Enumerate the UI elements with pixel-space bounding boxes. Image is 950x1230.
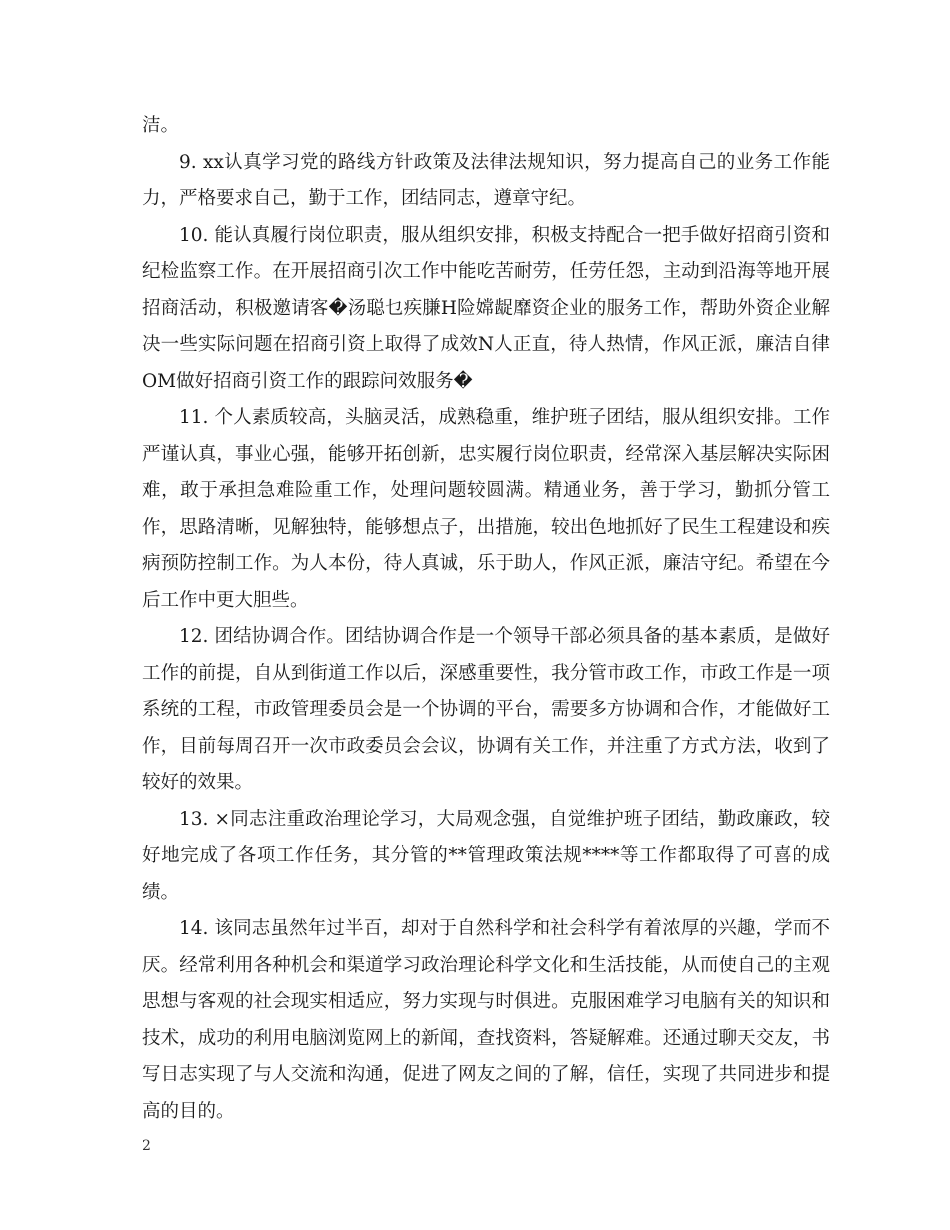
paragraph-item-11: 11. 个人素质较高，头脑灵活，成熟稳重，维护班子团结，服从组织安排。工作严谨认真，事业心强，能够开拓创新，忠实履行岗位职责，经常深入基层解决实际困难，敢于承担急难险重工作，处理问题较圆满。精通业务，善于学习，勤抓分管工作，思路清晰，见解独特，能够想点子，出措施，较出色地抓好了民生工程建设和疾病预防控制工作。为人本份，待人真诚，乐于助人，作风正派，廉洁守纪。希望在今后工作中更大胆些。 [142, 407, 830, 611]
paragraph-item-10: 10. 能认真履行岗位职责，服从组织安排，积极支持配合一把手做好招商引资和纪检监察工作。在开展招商引次工作中能吃苦耐劳，任劳任怨，主动到沿海等地开展招商活动，积极邀请客�汤聪乜疾膁H险嫦龊靡资企业的服务工作，帮助外资企业解决一些实际问题在招商引资上取得了成效N人正直，待人热情，作风正派，廉洁自律OM做好招商引资工作的跟踪问效服务� [142, 224, 830, 392]
paragraph-item-14: 14. 该同志虽然年过半百，却对于自然科学和社会科学有着浓厚的兴趣，学而不厌。经常利用各种机会和渠道学习政治理论科学文化和生活技能，从而使自己的主观思想与客观的社会现实相适应，努力实现与时俱进。克服困难学习电脑有关的知识和技术，成功的利用电脑浏览网上的新闻，查找资料，答疑解难。还通过聊天交友，书写日志实现了与人交流和沟通，促进了网友之间的了解，信任，实现了共同进步和提高的目的。 [142, 918, 830, 1122]
paragraph-item-9: 9. xx认真学习党的路线方针政策及法律法规知识，努力提高自己的业务工作能力，严格要求自己，勤于工作，团结同志，遵章守纪。 [142, 151, 830, 209]
paragraph-continuation: 洁。 [142, 115, 180, 136]
paragraph-item-12: 12. 团结协调合作。团结协调合作是一个领导干部必须具备的基本素质，是做好工作的前提，自从到街道工作以后，深感重要性，我分管市政工作，市政工作是一项系统的工程，市政管理委员会是一个协调的平台，需要多方协调和合作，才能做好工作，目前每周召开一次市政委员会会议，协调有关工作，并注重了方式方法，收到了较好的效果。 [142, 626, 830, 793]
page-number: 2 [142, 1138, 151, 1154]
paragraph-item-13: 13. ×同志注重政治理论学习，大局观念强，自觉维护班子团结，勤政廉政，较好地完成了各项工作任务，其分管的**管理政策法规****等工作都取得了可喜的成绩。 [142, 808, 830, 903]
document-body [142, 108, 830, 1130]
